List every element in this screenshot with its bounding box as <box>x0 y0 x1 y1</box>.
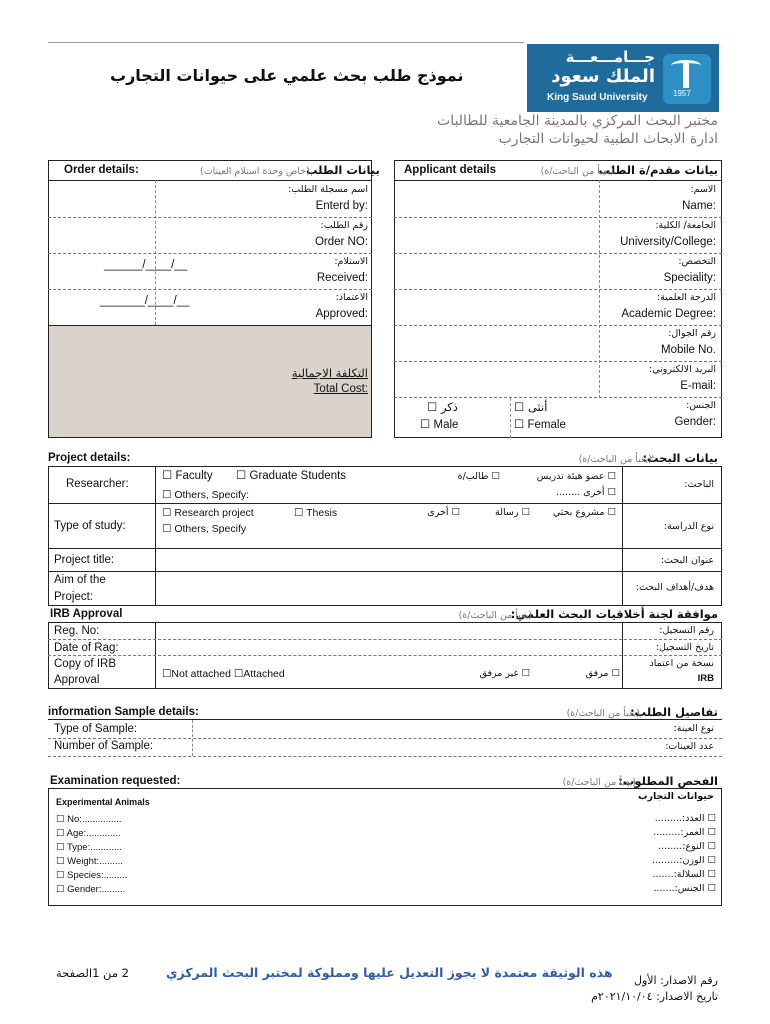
gender-male-checkbox[interactable]: ☐ Male <box>420 419 459 431</box>
gender-label-ar: الجنس: <box>686 400 716 411</box>
exam-gender-ar[interactable]: ☐ الجنس:....... <box>653 883 716 894</box>
sample-number-label-en: Number of Sample: <box>54 740 154 752</box>
exam-species-checkbox[interactable]: ☐ Species:......... <box>56 870 128 881</box>
applicant-degree-en: Academic Degree: <box>621 308 716 320</box>
irb-title-en: IRB Approval <box>50 608 123 620</box>
irb-row-sep <box>48 639 722 640</box>
applicant-university-ar: الجامعة/ الكلية: <box>655 220 716 231</box>
sample-type-input[interactable] <box>196 722 616 736</box>
exam-species-ar[interactable]: ☐ السلالة:....... <box>652 869 716 880</box>
order-no-input[interactable] <box>52 222 152 248</box>
applicant-row-sep <box>394 361 722 362</box>
researcher-others-checkbox[interactable]: ☐ Others, Specify: <box>162 489 250 501</box>
exam-title-en: Examination requested: <box>50 775 181 787</box>
study-others-ar[interactable]: ☐ أخرى <box>427 507 460 518</box>
version-date: تاريخ الاصدار: ٢٠٢١/١٠/٠٤م <box>591 990 718 1003</box>
applicant-mobile-input[interactable] <box>398 328 596 358</box>
sample-title-ar: تفاصيل الطلب: <box>630 705 718 719</box>
project-title-ar: بيانات البحث: <box>642 451 718 465</box>
sample-number-label-ar: عدد العينات: <box>665 741 714 752</box>
irb-copy-label-en-1: Copy of IRB <box>54 658 116 670</box>
project-aim-label-en-2: Project: <box>54 591 93 603</box>
applicant-name-input[interactable] <box>398 184 596 214</box>
gender-label-en: Gender: <box>674 416 716 428</box>
order-title-note: (خاص وحدة استلام العينات) <box>200 166 310 177</box>
study-research-checkbox[interactable]: ☐ Research project <box>162 507 254 519</box>
order-header-rule <box>48 180 372 181</box>
university-logo <box>527 44 719 112</box>
order-received-ar: الاستلام: <box>334 256 368 267</box>
applicant-row-sep <box>394 289 722 290</box>
study-thesis-checkbox[interactable]: ☐ Thesis <box>294 507 338 519</box>
applicant-speciality-en: Speciality: <box>663 272 716 284</box>
exam-title-note: (يعبأ من الباحث/ة) <box>562 777 636 788</box>
order-enteredby-en: Enterd by: <box>315 200 368 212</box>
exam-no-checkbox[interactable]: ☐ No:............... <box>56 814 122 825</box>
gender-female-ar[interactable]: أنثى ☐ <box>514 400 548 414</box>
document-notice: هذه الوثيقة معتمدة لا يجوز التعديل عليها ومملوكة لمختبر البحث المركزي <box>166 965 613 980</box>
project-title-en: Project details: <box>48 452 131 464</box>
total-cost-ar: التكلفة الاجمالية <box>291 366 368 380</box>
irb-date-label-en: Date of Rag: <box>54 642 119 654</box>
exam-age-ar[interactable]: ☐ العمر:......... <box>653 827 716 838</box>
order-no-en: Order NO: <box>314 236 368 248</box>
logo-year: 1957 <box>673 89 691 98</box>
applicant-degree-ar: الدرجة العلمية: <box>656 292 716 303</box>
irb-not-attached-ar[interactable]: ☐ غير مرفق <box>479 668 530 679</box>
study-research-ar[interactable]: ☐ مشروع بحثي <box>552 507 616 518</box>
researcher-graduate-checkbox[interactable]: ☐ Graduate Students <box>236 470 347 482</box>
exam-section-en: Experimental Animals <box>56 797 150 807</box>
order-row-sep <box>48 253 372 254</box>
applicant-name-ar: الاسم: <box>690 184 716 195</box>
sample-header-rule <box>48 719 722 720</box>
researcher-others-ar[interactable]: ☐ أخرى ........ <box>556 487 616 498</box>
project-aim-label-en-1: Aim of the <box>54 574 106 586</box>
exam-age-checkbox[interactable]: ☐ Age:............. <box>56 828 121 839</box>
project-row-rule <box>48 571 722 572</box>
order-row-sep <box>48 217 372 218</box>
sample-type-label-ar: نوع العينة: <box>673 723 714 734</box>
applicant-university-input[interactable] <box>398 220 596 250</box>
irb-title-ar: موافقة لجنة أخلاقيات البحث العلمي: <box>510 607 718 621</box>
researcher-faculty-checkbox[interactable]: ☐ Faculty <box>162 470 213 482</box>
project-aim-input[interactable] <box>158 574 620 603</box>
exam-title-ar: الفحص المطلوب: <box>618 774 718 788</box>
lab-name-line2: ادارة الابحاث الطبية لحيوانات التجارب <box>498 131 718 147</box>
exam-type-ar[interactable]: ☐ النوع:........ <box>658 841 716 852</box>
researcher-label-en: Researcher: <box>66 478 129 490</box>
irb-copy-label-en-2: Approval <box>54 674 100 686</box>
applicant-title-note: (يعبأ من الباحث/ة) <box>540 166 614 177</box>
irb-copy-label-ar-1: نسخة من اعتماد <box>649 658 714 669</box>
version-number: رقم الاصدار: الأول <box>633 974 718 987</box>
project-title-label-en: Project title: <box>54 554 115 566</box>
irb-reg-label-en: Reg. No: <box>54 625 100 637</box>
irb-reg-input[interactable] <box>158 624 620 638</box>
applicant-email-en: E-mail: <box>680 380 716 392</box>
irb-date-input[interactable] <box>158 641 620 654</box>
page-number: 2 من 1الصفحة <box>56 966 129 980</box>
applicant-mobile-ar: رقم الجوال: <box>668 328 716 339</box>
project-row-rule <box>48 548 722 549</box>
applicant-row-sep <box>394 217 722 218</box>
applicant-mobile-en: Mobile No. <box>661 344 716 356</box>
project-title-note: (يعبأ من الباحث/ة) <box>578 454 652 465</box>
project-title-label-ar: عنوان البحث: <box>660 555 714 566</box>
study-type-label-ar: نوع الدراسة: <box>663 521 714 532</box>
exam-no-ar[interactable]: ☐ العدد:......... <box>654 813 716 824</box>
palm-emblem-icon <box>663 54 711 104</box>
researcher-student-ar[interactable]: ☐ طالب/ة <box>457 471 500 482</box>
order-row-sep <box>48 289 372 290</box>
irb-copy-label-ar-2: IRB <box>697 673 714 684</box>
exam-weight-checkbox[interactable]: ☐ Weight:......... <box>56 856 123 867</box>
total-cost-en: Total Cost: <box>313 383 368 395</box>
header-top-rule <box>48 42 524 43</box>
logo-arabic-line2: الملك سعود <box>551 66 655 87</box>
applicant-row-sep <box>394 397 722 398</box>
researcher-label-ar: الباحث: <box>684 479 714 490</box>
irb-reg-label-ar: رقم التسجيل: <box>659 625 714 636</box>
irb-title-note: (يعبأ من الباحث/ة) <box>458 610 532 621</box>
sample-number-input[interactable] <box>196 740 616 754</box>
gender-female-checkbox[interactable]: ☐ Female <box>514 419 566 431</box>
irb-date-label-ar: تاريخ التسجيل: <box>655 642 714 653</box>
irb-attached-options[interactable]: ☐Not attached ☐Attached <box>162 668 285 680</box>
sample-row-sep <box>48 756 722 757</box>
project-title-input[interactable] <box>158 551 620 569</box>
project-aim-label-ar: هدف/أهداف البحث: <box>635 582 714 593</box>
irb-attached-ar[interactable]: ☐ مرفق <box>585 668 620 679</box>
order-approved-date[interactable]: _______/____/__ <box>100 295 190 307</box>
order-approved-en: Approved: <box>315 308 368 320</box>
sample-type-label-en: Type of Sample: <box>54 723 138 735</box>
applicant-row-sep <box>394 325 722 326</box>
order-title-ar: بيانات الطلب <box>306 163 380 177</box>
applicant-title-en: Applicant details <box>404 164 497 176</box>
applicant-university-en: University/College: <box>620 236 716 248</box>
sample-title-note: (يعبأ من الباحث/ة) <box>566 708 640 719</box>
order-received-en: Received: <box>316 272 368 284</box>
study-type-label-en: Type of study: <box>54 520 126 532</box>
applicant-row-sep <box>394 253 722 254</box>
exam-weight-ar[interactable]: ☐ الوزن:......... <box>652 855 716 866</box>
project-left-divider <box>155 466 156 606</box>
applicant-degree-input[interactable] <box>398 292 596 322</box>
logo-english: King Saud University <box>547 92 648 103</box>
applicant-email-input[interactable] <box>398 364 596 394</box>
applicant-speciality-input[interactable] <box>398 256 596 286</box>
gender-male-ar[interactable]: ذكر ☐ <box>427 400 458 414</box>
order-received-date[interactable]: ______/____/__ <box>104 259 188 271</box>
study-thesis-ar[interactable]: ☐ رسالة <box>495 507 530 518</box>
applicant-email-ar: البريد الالكتروني: <box>649 364 716 375</box>
exam-type-checkbox[interactable]: ☐ Type:............ <box>56 842 122 853</box>
applicant-header-rule <box>394 180 722 181</box>
gender-divider <box>510 398 511 438</box>
exam-section-ar: حيوانات التجارب <box>637 791 714 802</box>
study-others-checkbox[interactable]: ☐ Others, Specify <box>162 523 247 535</box>
logo-arabic-line1: جـــامـــعـــة <box>565 48 655 66</box>
order-approved-ar: الاعتماد: <box>335 292 368 303</box>
lab-name-line1: مختبر البحث المركزي بالمدينة الجامعية للطالبات <box>437 113 718 129</box>
irb-row-sep <box>48 655 722 656</box>
applicant-name-en: Name: <box>682 200 716 212</box>
exam-gender-checkbox[interactable]: ☐ Gender:......... <box>56 884 126 895</box>
order-enteredby-input[interactable] <box>52 186 152 212</box>
order-no-ar: رقم الطلب: <box>320 220 368 231</box>
researcher-faculty-ar[interactable]: ☐ عضو هيئة تدريس <box>536 471 616 482</box>
order-enteredby-ar: اسم مسجلة الطلب: <box>288 184 368 195</box>
project-right-divider <box>622 466 623 606</box>
sample-title-en: information Sample details: <box>48 706 199 718</box>
form-title: نموذج طلب بحث علمي على حيوانات التجارب <box>110 66 464 85</box>
order-title-en: Order details: <box>64 164 139 176</box>
project-row-rule <box>48 503 722 504</box>
applicant-title-ar: بيانات مقدم/ة الطلب <box>598 163 718 177</box>
applicant-speciality-ar: التخصص: <box>678 256 716 267</box>
